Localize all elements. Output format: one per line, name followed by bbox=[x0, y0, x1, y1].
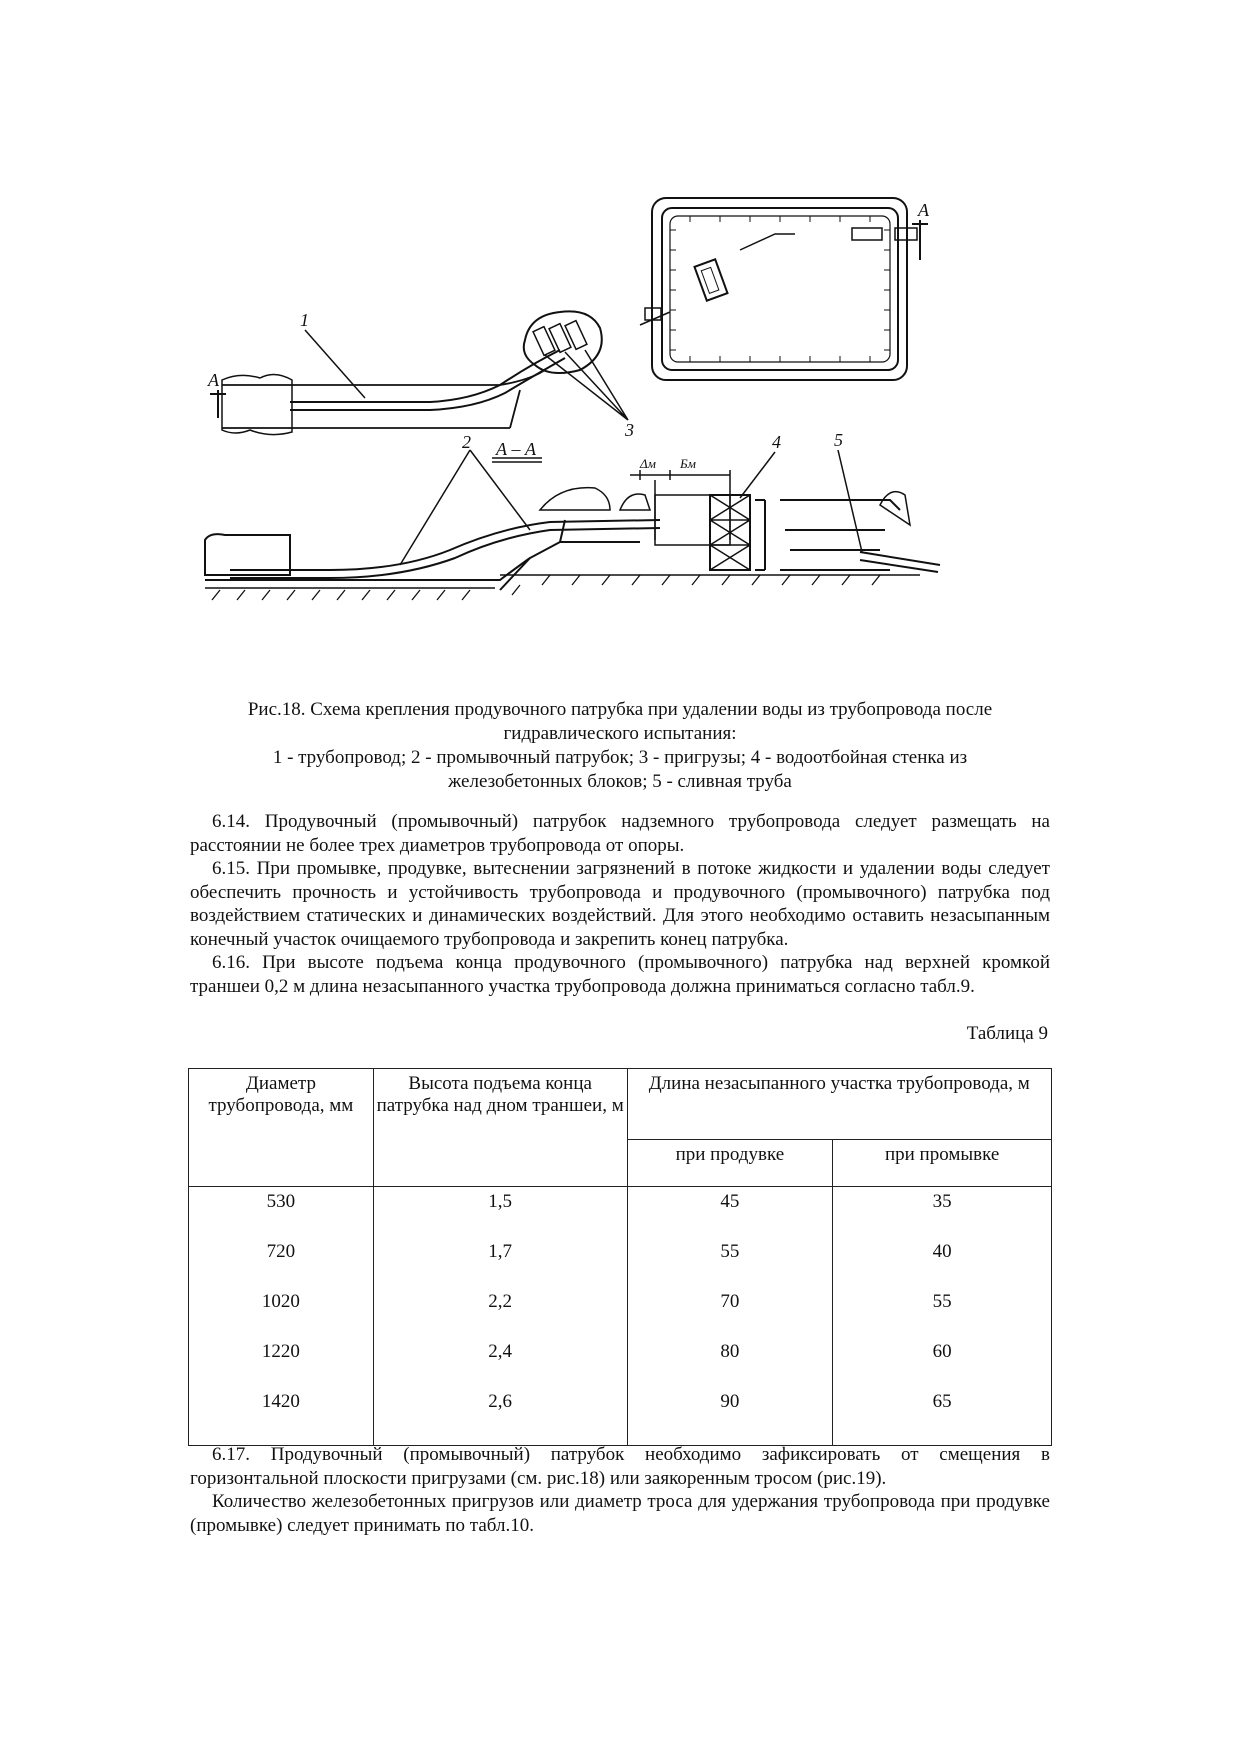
label-a-plan-right: А bbox=[918, 200, 929, 220]
caption-line: Рис.18. Схема крепления продувочного патрубка при удалении воды из трубопровода после bbox=[247, 699, 993, 720]
text-block-bottom bbox=[190, 1443, 1050, 1537]
cell: 80 bbox=[627, 1337, 833, 1387]
cell: 90 bbox=[627, 1387, 833, 1446]
cell: 2,6 bbox=[373, 1387, 627, 1446]
cell: 1020 bbox=[189, 1287, 374, 1337]
plan-trench bbox=[222, 370, 545, 428]
table-row bbox=[189, 1237, 1052, 1287]
cell: 55 bbox=[627, 1237, 833, 1287]
table-label: Таблица 9 bbox=[966, 1023, 1048, 1044]
table-9 bbox=[188, 1068, 1052, 1446]
cell: 720 bbox=[189, 1237, 374, 1287]
cell: 1,7 bbox=[373, 1237, 627, 1287]
cell: 55 bbox=[833, 1287, 1052, 1337]
cell: 35 bbox=[833, 1187, 1052, 1238]
cell: 1420 bbox=[189, 1387, 374, 1446]
section-pipe bbox=[230, 520, 660, 578]
header-height: Высота подъема конца патрубка над дном траншеи, м bbox=[373, 1069, 627, 1187]
paragraph-6-15: 6.15. При промывке, продувке, вытеснении загрязнений в потоке жидкости и удалении воды следует обеспечить прочность и устойчивость трубопровода и продувочного (промывочного) патрубка под воздействием статических и динамических воздействий. Для этого необходимо оставить незасыпанным конечный участок очищаемого трубопровода и закрепить конец патрубка. bbox=[190, 858, 1050, 950]
label-section-title: А – А bbox=[496, 439, 536, 459]
label-1: 1 bbox=[300, 310, 309, 330]
table-row bbox=[189, 1337, 1052, 1387]
section-ground-left bbox=[205, 534, 290, 575]
cell: 2,4 bbox=[373, 1337, 627, 1387]
cell: 1220 bbox=[189, 1337, 374, 1387]
label-dim-right: Бм bbox=[680, 456, 696, 471]
caption-line: гидравлического испытания: bbox=[503, 723, 737, 744]
cell: 530 bbox=[189, 1187, 374, 1238]
cell: 2,2 bbox=[373, 1287, 627, 1337]
pipeline-scheme-figure bbox=[200, 180, 1080, 680]
reservoir-inner bbox=[662, 208, 898, 370]
table-row bbox=[189, 1287, 1052, 1337]
paragraph-6-17: 6.17. Продувочный (промывочный) патрубок необходимо зафиксировать от смещения в горизонтальной плоскости пригрузами (см. рис.18) или заякоренным тросом (рис.19). bbox=[190, 1444, 1050, 1489]
cell: 40 bbox=[833, 1237, 1052, 1287]
reservoir-outer bbox=[652, 198, 907, 380]
label-dim-left: Δм bbox=[640, 456, 656, 471]
figure-caption bbox=[190, 698, 1050, 794]
header-flushing: при промывке bbox=[833, 1140, 1052, 1187]
paragraph-6-16: 6.16. При высоте подъема конца продувочного (промывочного) патрубка над верхней кромкой траншеи 0,2 м длина незасыпанного участка трубопровода должна приниматься согласно табл.9. bbox=[190, 952, 1050, 997]
label-a-plan-left: А bbox=[208, 370, 219, 390]
cell: 45 bbox=[627, 1187, 833, 1238]
text-block-top bbox=[190, 810, 1050, 998]
label-2: 2 bbox=[462, 432, 471, 452]
header-length: Длина незасыпанного участка трубопровода, м bbox=[627, 1069, 1052, 1140]
header-diameter: Диаметр трубопровода, мм bbox=[189, 1069, 374, 1187]
caption-line: железобетонных блоков; 5 - сливная труба bbox=[448, 771, 792, 792]
header-blowing: при продувке bbox=[627, 1140, 833, 1187]
cell: 60 bbox=[833, 1337, 1052, 1387]
table-row bbox=[189, 1387, 1052, 1446]
label-4: 4 bbox=[772, 432, 781, 452]
paragraph-6-14: 6.14. Продувочный (промывочный) патрубок надземного трубопровода следует размещать на расстоянии не более трех диаметров трубопровода от опоры. bbox=[190, 811, 1050, 856]
label-5: 5 bbox=[834, 430, 843, 450]
label-3: 3 bbox=[625, 420, 634, 440]
cell: 65 bbox=[833, 1387, 1052, 1446]
cell: 1,5 bbox=[373, 1187, 627, 1238]
caption-line: 1 - трубопровод; 2 - промывочный патрубок; 3 - пригрузы; 4 - водоотбойная стенка из bbox=[272, 747, 968, 768]
table-row bbox=[189, 1187, 1052, 1238]
cell: 70 bbox=[627, 1287, 833, 1337]
paragraph-weights: Количество железобетонных пригрузов или диаметр троса для удержания трубопровода при продувке (промывке) следует принимать по табл.10. bbox=[190, 1491, 1050, 1536]
